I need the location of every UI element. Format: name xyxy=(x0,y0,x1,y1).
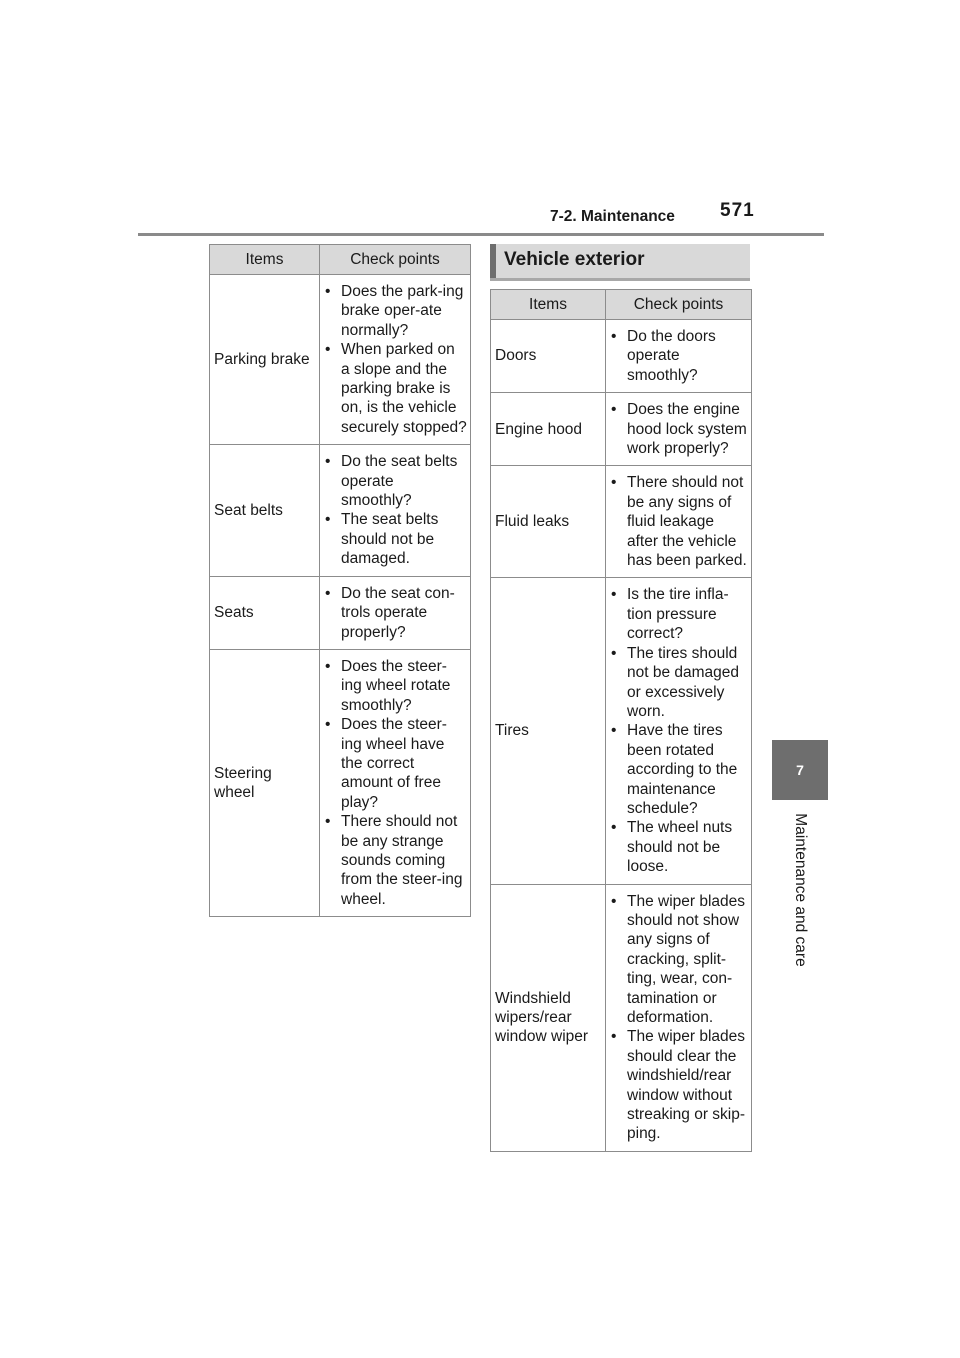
check-points-cell xyxy=(320,576,471,649)
item-cell: Tires xyxy=(491,578,606,884)
column-header-check-points: Check points xyxy=(606,290,752,320)
check-points-cell xyxy=(606,884,752,1151)
section-title: 7-2. Maintenance xyxy=(550,208,675,225)
chapter-label: Maintenance and care xyxy=(792,813,809,967)
check-point: • There should not be any signs of fluid leakage after the vehicle has been parked. xyxy=(610,473,748,570)
column-header-items: Items xyxy=(491,290,606,320)
chapter-number-tab: 7 xyxy=(772,740,828,800)
table-row xyxy=(491,578,752,884)
table-row xyxy=(491,466,752,578)
check-points-cell xyxy=(320,275,471,445)
section-heading: Vehicle exterior xyxy=(504,249,645,270)
table-row xyxy=(210,649,471,916)
check-points-cell xyxy=(606,393,752,466)
page-number: 571 xyxy=(720,200,755,221)
item-cell: Steering wheel xyxy=(210,649,320,916)
column-header-check-points: Check points xyxy=(320,245,471,275)
table-row xyxy=(210,275,471,445)
check-point: • Does the park-ing brake oper-ate normally? xyxy=(324,282,467,340)
check-point: • Do the seat con-trols operate properly? xyxy=(324,584,467,642)
inspection-table-exterior xyxy=(490,289,752,1152)
check-point: • Do the seat belts operate smoothly? xyxy=(324,452,467,510)
header-divider xyxy=(138,233,824,236)
check-point: • The seat belts should not be damaged. xyxy=(324,510,467,568)
check-point: • Does the steer-ing wheel have the correct amount of free play? xyxy=(324,715,467,812)
check-points-cell xyxy=(320,649,471,916)
item-cell: Seats xyxy=(210,576,320,649)
check-point: • There should not be any strange sounds coming from the steer-ing wheel. xyxy=(324,812,467,909)
check-point: • When parked on a slope and the parking brake is on, is the vehicle securely stopped? xyxy=(324,340,467,437)
check-points-cell xyxy=(606,466,752,578)
check-point: • Does the engine hood lock system work properly? xyxy=(610,400,748,458)
column-header-items: Items xyxy=(210,245,320,275)
check-point: • The tires should not be damaged or excessively worn. xyxy=(610,644,748,722)
check-points-cell xyxy=(606,578,752,884)
item-cell: Fluid leaks xyxy=(491,466,606,578)
table-row xyxy=(491,320,752,393)
check-point: • Have the tires been rotated according to the maintenance schedule? xyxy=(610,721,748,818)
heading-accent-bar xyxy=(490,244,496,278)
inspection-table-interior xyxy=(209,244,471,917)
check-point: • Do the doors operate smoothly? xyxy=(610,327,748,385)
check-point: • The wiper blades should clear the windshield/rear window without streaking or skip-ping. xyxy=(610,1027,748,1143)
table-row xyxy=(491,884,752,1151)
section-heading-banner xyxy=(490,244,750,281)
item-cell: Parking brake xyxy=(210,275,320,445)
table-header-row xyxy=(210,245,471,275)
item-cell: Doors xyxy=(491,320,606,393)
check-point: • Is the tire infla-tion pressure correct? xyxy=(610,585,748,643)
table-row xyxy=(210,576,471,649)
table-header-row xyxy=(491,290,752,320)
check-points-cell xyxy=(320,445,471,576)
check-points-cell xyxy=(606,320,752,393)
table-row xyxy=(210,445,471,576)
table-row xyxy=(491,393,752,466)
check-point: • Does the steer-ing wheel rotate smoothly? xyxy=(324,657,467,715)
item-cell: Engine hood xyxy=(491,393,606,466)
item-cell: Windshield wipers/rear window wiper xyxy=(491,884,606,1151)
item-cell: Seat belts xyxy=(210,445,320,576)
check-point: • The wheel nuts should not be loose. xyxy=(610,818,748,876)
check-point: • The wiper blades should not show any signs of cracking, split-ting, wear, con-tamination or deformation. xyxy=(610,892,748,1028)
